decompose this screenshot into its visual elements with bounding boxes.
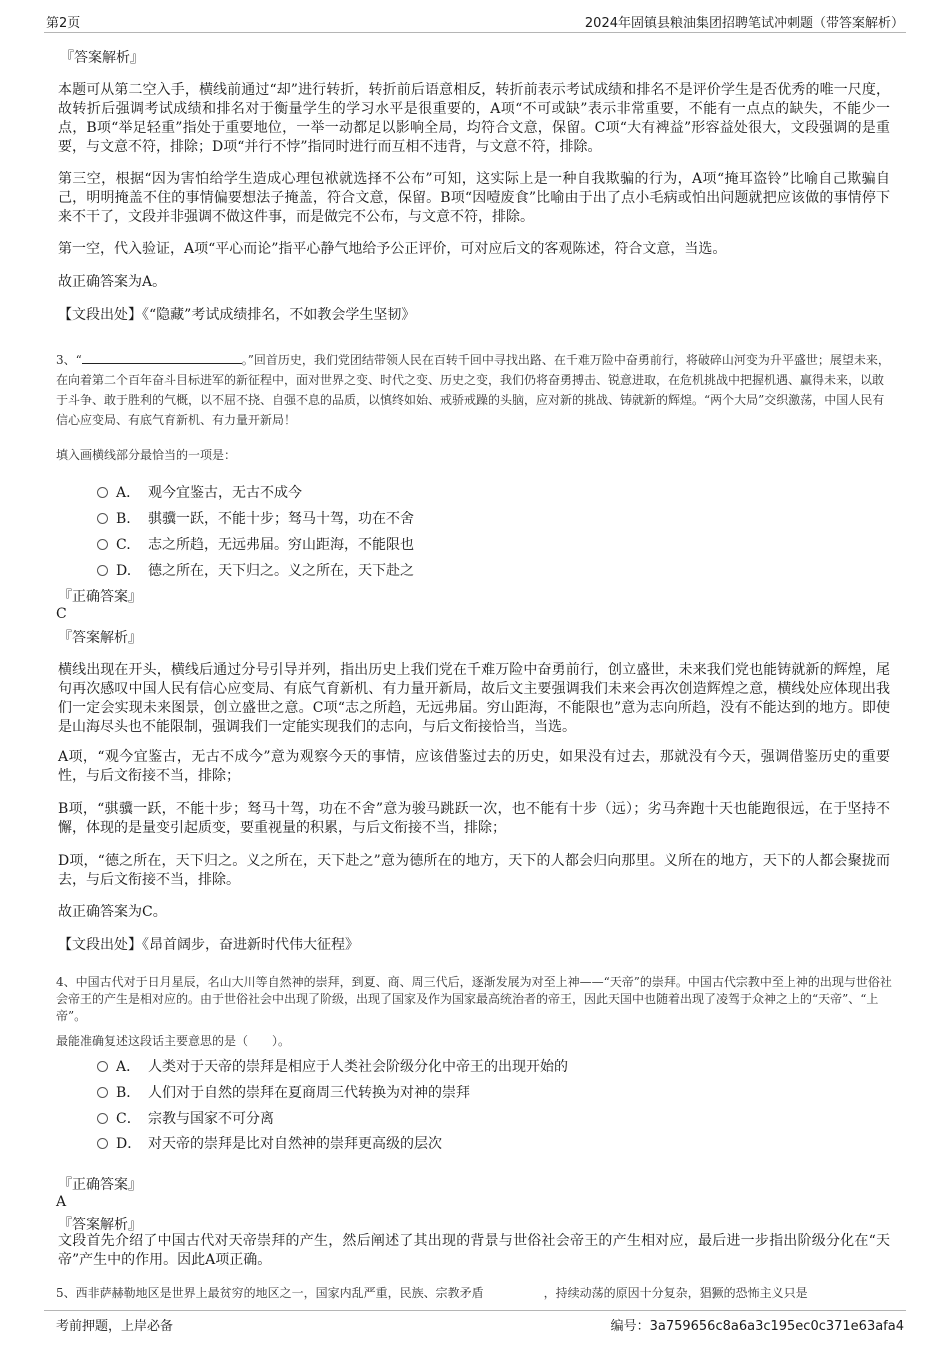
radio-icon[interactable] (97, 1138, 108, 1149)
q2-analysis-paragraph-2: 第三空，根据“因为害怕给学生造成心理包袱就选择不公布”可知，这实际上是一种自我欺骗的行为，A项“掩耳盗铃”比喻自己欺骗自己，明明掩盖不住的事情偏要想法子掩盖，符合文意，保留。B项“因噎废食”比喻由于出了点小毛病或怕出问题就把应该做的事情停下来不干了，文段并非强调不做这件事，而是做完不公布，与文意不符，排除。 (58, 171, 890, 225)
document-title: 2024年固镇县粮油集团招聘笔试冲刺题（带答案解析） (584, 16, 904, 31)
q4-option-a[interactable]: A． 人类对于天帝的崇拜是相应于人类社会阶级分化中帝王的出现开始的 (97, 1056, 568, 1076)
q4-option-b[interactable]: B． 人们对于自然的崇拜在夏商周三代转换为对神的崇拜 (97, 1082, 470, 1102)
q4-option-d[interactable]: D． 对天帝的崇拜是比对自然神的崇拜更高级的层次 (97, 1133, 442, 1153)
q3-number: 3、“ (56, 353, 82, 367)
q3-prompt: 填入画横线部分最恰当的一项是： (56, 448, 237, 462)
q4-answer: A (56, 1194, 67, 1210)
radio-icon[interactable] (97, 513, 108, 524)
q3-answer-tag: 『正确答案』 (58, 589, 142, 605)
q3-conclusion: 故正确答案为C。 (58, 904, 167, 920)
q3-option-d[interactable]: D. 德之所在，天下归之。义之所在，天下赴之 (97, 560, 414, 580)
q3-option-c[interactable]: C. 志之所趋，无远弗届。穷山距海，不能限也 (97, 534, 414, 554)
q4-prompt: 最能准确复述这段话主要意思的是（ ）。 (56, 1034, 291, 1048)
q3-analysis-option-b: B项，“骐骥一跃，不能十步；驽马十驾，功在不舍”意为骏马跳跃一次，也不能有十步（远）；劣马奔跑十天也能跑很远，在于坚持不懈，体现的是量变引起质变，要重视量的积累，与后文衔接不当，排除； (58, 801, 890, 836)
page-footer (44, 1310, 906, 1335)
q2-conclusion: 故正确答案为A。 (58, 274, 167, 290)
q3-option-b[interactable]: B. 骐骥一跃，不能十步；驽马十驾，功在不舍 (97, 508, 414, 528)
q3-analysis-option-a: A项，“观今宜鉴古，无古不成今”意为观察今天的事情，应该借鉴过去的历史，如果没有过去，那就没有今天，强调借鉴历史的重要性，与后文衔接不当，排除； (58, 749, 890, 784)
radio-icon[interactable] (97, 565, 108, 576)
radio-icon[interactable] (97, 1087, 108, 1098)
footer-serial-number: 编号：3a759656c8a6a3c195ec0c371e63afa4 (610, 1319, 904, 1334)
q3-stem (56, 350, 892, 430)
q4-option-c[interactable]: C． 宗教与国家不可分离 (97, 1108, 274, 1128)
q5-stem-part-2: ，持续动荡的原因十分复杂，猖獗的恐怖主义只是 (543, 1286, 808, 1300)
q3-blank-line (82, 351, 242, 364)
q3-analysis-option-d: D项，“德之所在，天下归之。义之所在，天下赴之”意为德所在的地方，天下的人都会归向那里。义所在的地方，天下的人都会聚拢而去，与后文衔接不当，排除。 (58, 853, 890, 888)
q2-analysis-paragraph-3: 第一空，代入验证，A项“平心而论”指平心静气地给予公正评价，可对应后文的客观陈述，符合文意，当选。 (58, 241, 727, 257)
q2-analysis-paragraph-1: 本题可从第二空入手，横线前通过“却”进行转折，转折前后语意相反，转折前表示考试成绩和排名不是评价学生是否优秀的唯一尺度，故转折后强调考试成绩和排名对于衡量学生的学习水平是很重要的，A项“不可或缺”表示非常重要，不能有一点点的缺失，不能少一点，B项“举足轻重”指处于重要地位，一举一动都足以影响全局，均符合文意，保留。C项“大有裨益”形容益处很大，文段强调的是重要，与文意不符，排除；D项“并行不悖”指同时进行而互相不违背，与文意不符，排除。 (58, 82, 890, 155)
q3-answer: C (56, 606, 67, 622)
q3-option-a[interactable]: A． 观今宜鉴古，无古不成今 (97, 482, 302, 502)
q2-source: 【文段出处】《“隐藏”考试成绩排名，不如教会学生坚韧》 (58, 307, 416, 323)
footer-slogan: 考前押题，上岸必备 (56, 1319, 174, 1334)
q4-analysis: 文段首先介绍了中国古代对天帝崇拜的产生，然后阐述了其出现的背景与世俗社会帝王的产生相对应，最后进一步指出阶级分化在“天帝”产生中的作用。因此A项正确。 (58, 1233, 890, 1268)
radio-icon[interactable] (97, 1113, 108, 1124)
q3-analysis-tag: 『答案解析』 (58, 630, 142, 646)
q3-source: 【文段出处】《昂首阔步，奋进新时代伟大征程》 (58, 937, 359, 953)
q5-stem (56, 1285, 892, 1300)
q5-stem-part-1: 5、西非萨赫勒地区是世界上最贫穷的地区之一，国家内乱严重，民族、宗教矛盾 (56, 1286, 484, 1300)
radio-icon[interactable] (97, 539, 108, 550)
q4-stem: 4、中国古代对于日月星辰，名山大川等自然神的崇拜，到夏、商、周三代后，逐渐发展为对至上神——“天帝”的崇拜。中国古代宗教中至上神的出现与世俗社会帝王的产生是相对应的。由于世俗社会中出现了阶级，出现了国家及作为国家最高统治者的帝王，因此天国中也随着出现了凌驾于众神之上的“天帝”、“上帝”。 (56, 975, 892, 1023)
radio-icon[interactable] (97, 1061, 108, 1072)
page-number: 第2页 (46, 16, 81, 31)
q3-stem-text: 。”回首历史，我们党团结带领人民在百转千回中寻找出路、在千难万险中奋勇前行，将破碎山河变为升平盛世；展望未来，在向着第二个百年奋斗目标进军的新征程中，面对世界之变、时代之变、历史之变，我们仍将奋勇搏击、锐意进取，在危机挑战中把握机遇、赢得未来，以敢于斗争、敢于胜利的气概，以不屈不挠、自强不息的品质，以慎终如始、戒骄戒躁的头脑，应对新的挑战、铸就新的辉煌。“两个大局”交织激荡，中国人民有信心应变局、有底气育新机、有力量开新局！ (56, 353, 890, 427)
page-header (44, 10, 906, 33)
q3-analysis-paragraph-1: 横线出现在开头，横线后通过分号引导并列，指出历史上我们党在千难万险中奋勇前行，创立盛世，未来我们党也能铸就新的辉煌，尾句再次感叹中国人民有信心应变局、有底气育新机、有力量开新局，故后文主要强调我们未来会再次创造辉煌之意，横线处应体现出我们一定会实现未来图景，创立盛世之意。C项“志之所趋，无远弗届。穷山距海，不能限也”意为志向所趋，没有不能达到的地方。即使是山海尽头也不能限制，强调我们一定能实现我们的志向，与后文衔接恰当，当选。 (58, 662, 890, 735)
q4-answer-tag: 『正确答案』 (58, 1177, 142, 1193)
q2-analysis-tag: 『答案解析』 (60, 50, 144, 66)
q4-analysis-tag: 『答案解析』 (58, 1217, 142, 1233)
radio-icon[interactable] (97, 487, 108, 498)
